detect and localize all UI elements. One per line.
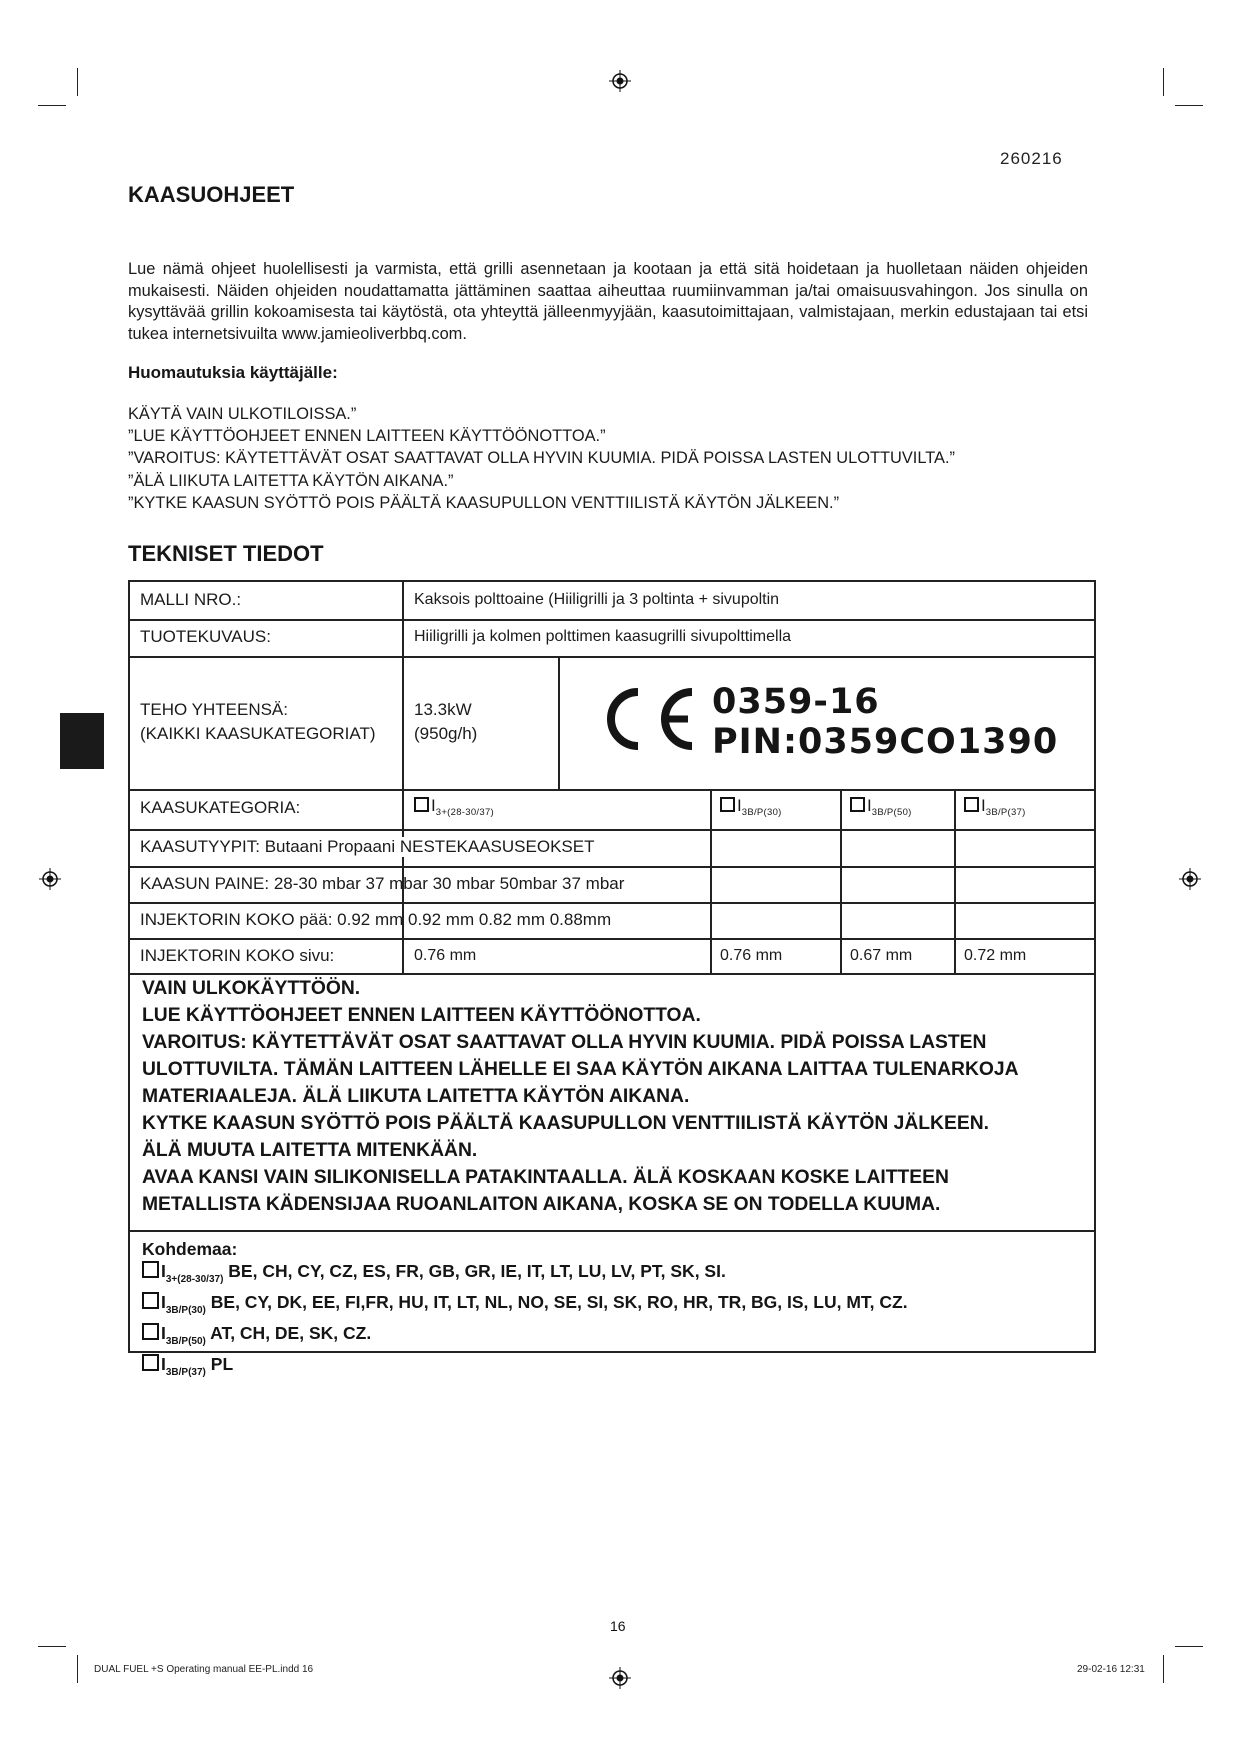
warning-line: KYTKE KAASUN SYÖTTÖ POIS PÄÄLTÄ KAASUPULLON VENTTIILISTÄ KÄYTÖN JÄLKEEN. [142, 1113, 989, 1134]
warning-line: LUE KÄYTTÖOHJEET ENNEN LAITTEEN KÄYTTÖÖNOTTOA. [142, 1005, 701, 1026]
crop-mark [1175, 1646, 1203, 1647]
registration-mark-icon [1179, 868, 1201, 890]
warning-line: METALLISTA KÄDENSIJAA RUOANLAITON AIKANA, KOSKA SE ON TODELLA KUUMA. [142, 1194, 941, 1215]
category-label: KAASUKATEGORIA: [140, 798, 301, 817]
table-rule [130, 866, 1094, 868]
document-number: 260216 [1000, 149, 1063, 168]
crop-mark [77, 1655, 78, 1683]
table-rule [130, 1230, 1094, 1232]
power-value: 13.3kW [414, 700, 472, 719]
category-cell: $I_{3B/P(37)}$ [964, 796, 1026, 818]
notice-item: ”ÄLÄ LIIKUTA LAITETTA KÄYTÖN AIKANA.” [128, 471, 454, 490]
registration-mark-icon [609, 1667, 631, 1689]
page-title: KAASUOHJEET [128, 182, 295, 207]
notice-item: ”VAROITUS: KÄYTETTÄVÄT OSAT SAATTAVAT OLLA HYVIN KUUMIA. PIDÄ POISSA LASTEN ULOTTUVILTA.” [128, 449, 955, 468]
checkbox-icon [142, 1354, 159, 1371]
model-value: Kaksois polttoaine (Hiiligrilli ja 3 poltinta + sivupoltin [414, 591, 780, 608]
checkbox-icon [414, 797, 429, 812]
injector-side-value: 0.72 mm [964, 947, 1027, 964]
destination-row: $I_{3B/P(50)}$ AT, CH, DE, SK, CZ. [142, 1322, 908, 1353]
crop-mark [1163, 68, 1164, 96]
ce-pin: PIN:0359CO1390 [712, 722, 1059, 762]
tech-specs-title: TEKNISET TIEDOT [128, 541, 324, 566]
table-rule [130, 829, 1094, 831]
warning-line: VAIN ULKOKÄYTTÖÖN. [142, 978, 361, 999]
description-value: Hiiligrilli ja kolmen polttimen kaasugrilli sivupolttimella [414, 628, 792, 645]
footer-timestamp: 29-02-16 12:31 [1077, 1664, 1145, 1675]
ce-code: 0359-16 [712, 682, 880, 722]
warnings-block [142, 975, 1082, 1218]
gas-pressure: KAASUN PAINE: 28-30 mbar 37 mbar 30 mbar 50mbar 37 mbar [140, 874, 625, 893]
crop-mark [38, 1646, 66, 1647]
table-rule [130, 902, 1094, 904]
table-rule [130, 789, 1094, 791]
footer-filename: DUAL FUEL +S Operating manual EE-PL.indd 16 [94, 1664, 314, 1675]
page-number: 16 [610, 1618, 626, 1634]
category-cell: $I_{3B/P(30)}$ [720, 796, 782, 818]
spec-table [128, 580, 1096, 1378]
model-label: MALLI NRO.: [140, 590, 242, 609]
table-rule [840, 789, 842, 973]
registration-mark-icon [39, 868, 61, 890]
injector-size-side-label: INJEKTORIN KOKO sivu: [140, 946, 335, 965]
destination-row: $I_{3B/P(37)}$ PL [142, 1353, 908, 1384]
checkbox-icon [964, 797, 979, 812]
ce-certification [712, 682, 1058, 762]
crop-mark [38, 105, 66, 106]
destination-row: $I_{3B/P(30)}$ BE, CY, DK, EE, FI,FR, HU, IT, LT, NL, NO, SE, SI, SK, RO, HR, TR, BG, IS, LU, MT, CZ. [142, 1291, 908, 1322]
power-label-sub: (KAIKKI KAASUKATEGORIAT) [140, 724, 376, 743]
injector-side-value: 0.67 mm [850, 947, 913, 964]
power-label: TEHO YHTEENSÄ: [140, 700, 288, 719]
gas-types: KAASUTYYPIT: Butaani Propaani NESTEKAASUSEOKSET [140, 837, 595, 856]
section-tab [60, 713, 104, 769]
table-rule [130, 619, 1094, 621]
crop-mark [1163, 1655, 1164, 1683]
warning-line: ÄLÄ MUUTA LAITETTA MITENKÄÄN. [142, 1140, 478, 1161]
table-rule [130, 938, 1094, 940]
crop-mark [77, 68, 78, 96]
notice-item: ”KYTKE KAASUN SYÖTTÖ POIS PÄÄLTÄ KAASUPULLON VENTTIILISTÄ KÄYTÖN JÄLKEEN.” [128, 493, 840, 512]
warning-line: ULOTTUVILTA. TÄMÄN LAITTEEN LÄHELLE EI SAA KÄYTÖN AIKANA LAITTAA TULENARKOJA [142, 1059, 1019, 1080]
category-cell: $I_{3B/P(50)}$ [850, 796, 912, 818]
table-rule [558, 656, 560, 790]
notice-item: KÄYTÄ VAIN ULKOTILOISSA.” [128, 405, 357, 423]
warning-line: VAROITUS: KÄYTETTÄVÄT OSAT SAATTAVAT OLLA HYVIN KUUMIA. PIDÄ POISSA LASTEN [142, 1032, 987, 1053]
table-rule [954, 789, 956, 973]
destination-heading: Kohdemaa: [142, 1239, 238, 1259]
registration-mark-icon [609, 70, 631, 92]
checkbox-icon [142, 1261, 159, 1278]
destination-row: $I_{3+(28-30/37)}$ BE, CH, CY, CZ, ES, FR, GB, GR, IE, IT, LT, LU, LV, PT, SK, SI. [142, 1260, 908, 1291]
warning-line: MATERIAALEJA. ÄLÄ LIIKUTA LAITETTA KÄYTÖN AIKANA. [142, 1086, 690, 1107]
table-rule [130, 656, 1094, 658]
ce-mark-icon [594, 684, 698, 754]
injector-side-value: 0.76 mm [414, 947, 477, 964]
notices-list [128, 403, 1108, 514]
injector-side-value: 0.76 mm [720, 947, 783, 964]
warning-line: AVAA KANSI VAIN SILIKONISELLA PATAKINTAALLA. ÄLÄ KOSKAAN KOSKE LAITTEEN [142, 1167, 949, 1188]
checkbox-icon [142, 1323, 159, 1340]
category-cell: $I_{3+(28-30/37)}$ [414, 796, 494, 818]
crop-mark [1175, 105, 1203, 106]
intro-paragraph: Lue nämä ohjeet huolellisesti ja varmista, että grilli asennetaan ja kootaan ja että sitä hoidetaan ja huolletaan näiden ohjeiden mukaisesti. Näiden ohjeiden noudattamatta jättäminen saattaa aiheuttaa ruumiinvamman ja/tai omaisuusvahingon. Jos sinulla on kysyttävää grillin kokoamisesta tai käytöstä, ota yhteyttä jälleenmyyjään, kaasutoimittajaan, valmistajaan, merkin edustajaan tai etsi tukea internetsivuilta www.jamieoliverbbq.com. [128, 260, 1088, 343]
checkbox-icon [142, 1292, 159, 1309]
power-value-sub: (950g/h) [414, 724, 478, 743]
table-rule [710, 789, 712, 973]
description-label: TUOTEKUVAUS: [140, 627, 271, 646]
checkbox-icon [720, 797, 735, 812]
checkbox-icon [850, 797, 865, 812]
injector-size-main: INJEKTORIN KOKO pää: 0.92 mm 0.92 mm 0.82 mm 0.88mm [140, 910, 612, 929]
notices-heading: Huomautuksia käyttäjälle: [128, 363, 338, 382]
destination-block [142, 1238, 908, 1384]
notice-item: ”LUE KÄYTTÖOHJEET ENNEN LAITTEEN KÄYTTÖÖNOTTOA.” [128, 427, 606, 446]
